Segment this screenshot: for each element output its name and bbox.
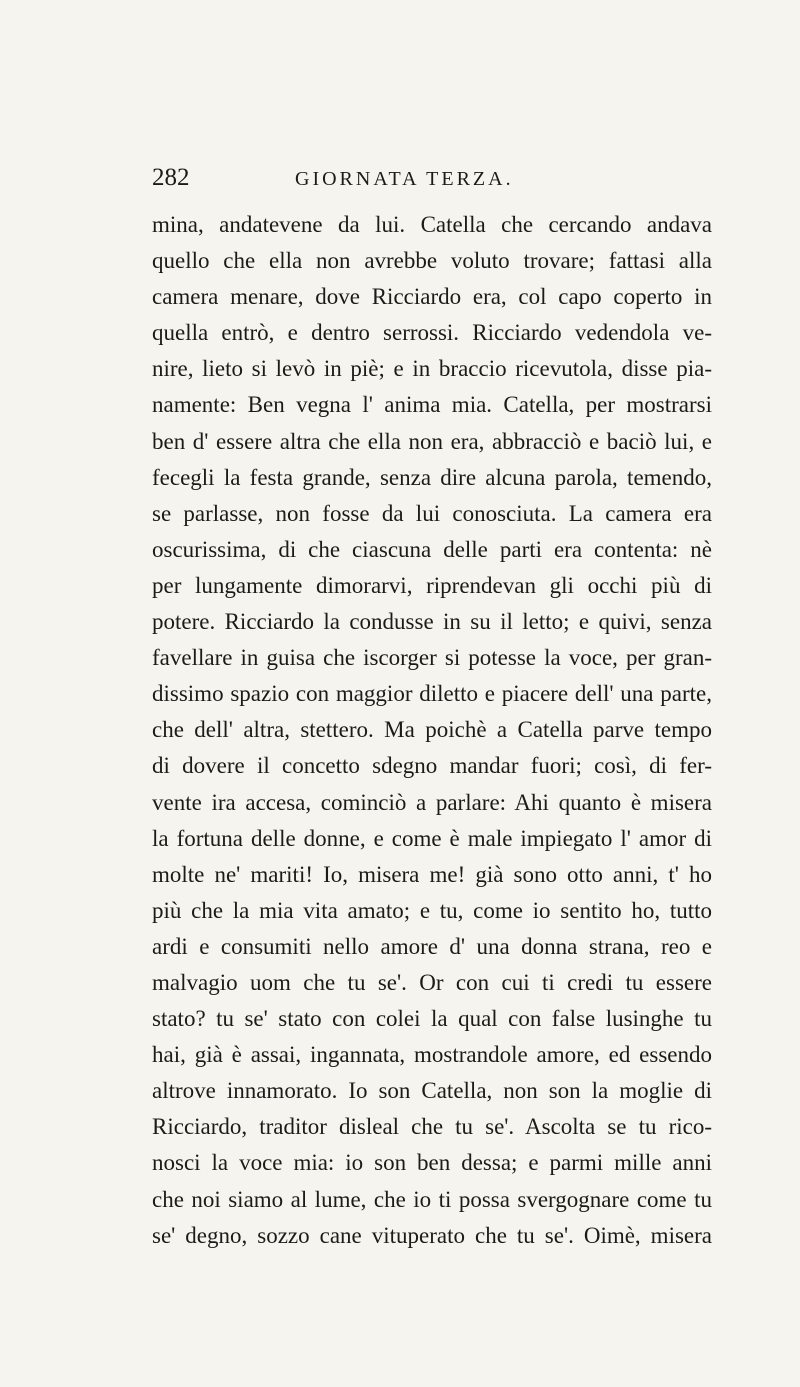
text-line: la fortuna delle donne, e come è male impiegato l' amor di (152, 825, 712, 851)
text-line: più che la mia vita amato; e tu, come io sentito ho, tutto (152, 897, 712, 923)
text-line: malvagio uom che tu se'. Or con cui ti credi tu essere (152, 969, 712, 995)
text-line: ardi e consumiti nello amore d' una donna strana, reo e (152, 933, 712, 959)
text-line: se parlasse, non fosse da lui conosciuta. La camera era (152, 500, 712, 526)
text-line: quella entrò, e dentro serrossi. Ricciardo vedendola ve- (152, 320, 712, 346)
text-line: che dell' altra, stettero. Ma poichè a Catella parve tempo (152, 717, 712, 743)
page-number: 282 (152, 164, 190, 191)
text-line: camera menare, dove Ricciardo era, col capo coperto in (152, 284, 712, 310)
text-line: altrove innamorato. Io son Catella, non son la moglie di (152, 1078, 712, 1104)
text-line: stato? tu se' stato con colei la qual con false lusinghe tu (152, 1006, 712, 1032)
text-line: hai, già è assai, ingannata, mostrandole amore, ed essendo (152, 1042, 712, 1068)
text-line: oscurissima, di che ciascuna delle parti era contenta: nè (152, 536, 712, 562)
text-line: potere. Ricciardo la condusse in su il letto; e quivi, senza (152, 609, 712, 635)
text-line: ben d' essere altra che ella non era, abbracciò e baciò lui, e (152, 428, 712, 454)
text-line: mina, andatevene da lui. Catella che cercando andava (152, 212, 712, 237)
text-line: di dovere il concetto sdegno mandar fuori; così, di fer- (152, 753, 712, 779)
text-line: quello che ella non avrebbe voluto trovare; fattasi alla (152, 248, 712, 274)
text-line: che noi siamo al lume, che io ti possa svergognare come tu (152, 1186, 712, 1212)
text-line: dissimo spazio con maggior diletto e piacere dell' una parte, (152, 681, 712, 707)
text-line: fecegli la festa grande, senza dire alcuna parola, temendo, (152, 464, 712, 490)
text-line: namente: Ben vegna l' anima mia. Catella, per mostrarsi (152, 392, 712, 418)
body-text (152, 207, 712, 1254)
text-line: favellare in guisa che iscorger si potesse la voce, per gran- (152, 645, 712, 671)
running-head-title: GIORNATA TERZA. (295, 168, 514, 190)
text-line: nire, lieto si levò in piè; e in braccio ricevutola, disse pia- (152, 356, 712, 382)
text-line: nosci la voce mia: io son ben dessa; e parmi mille anni (152, 1150, 712, 1176)
text-line: molte ne' mariti! Io, misera me! già sono otto anni, t' ho (152, 861, 712, 887)
text-line: per lungamente dimorarvi, riprendevan gli occhi più di (152, 572, 712, 598)
text-line: se' degno, sozzo cane vituperato che tu se'. Oimè, misera (152, 1222, 712, 1248)
text-line: vente ira accesa, cominciò a parlare: Ahi quanto è misera (152, 789, 712, 815)
text-line: Ricciardo, traditor disleal che tu se'. Ascolta se tu rico- (152, 1114, 712, 1140)
running-head (152, 162, 712, 194)
